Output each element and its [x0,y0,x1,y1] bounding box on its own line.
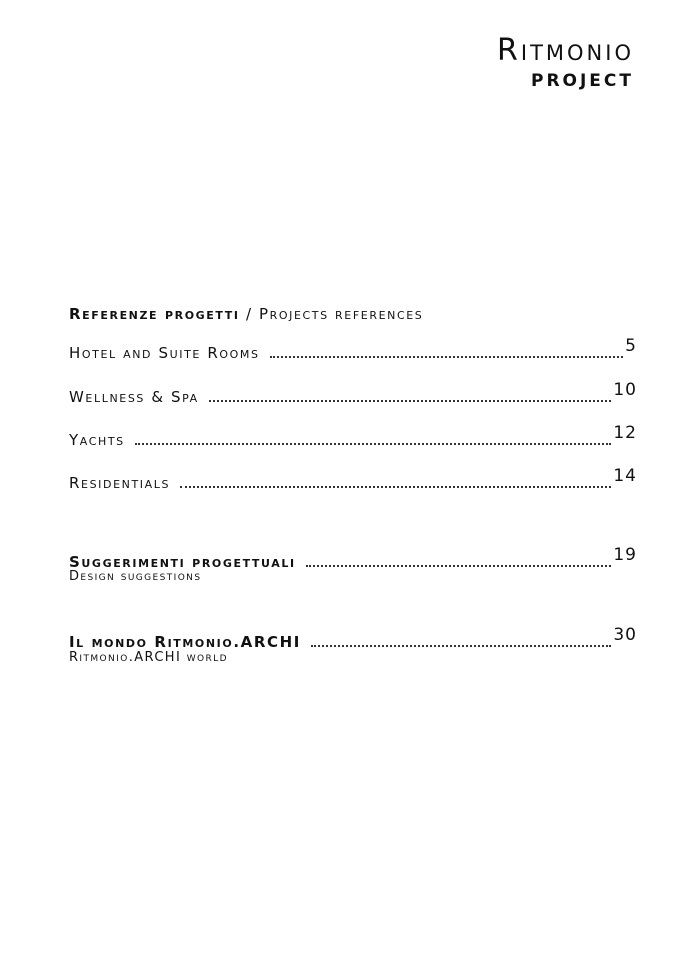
toc-page-number: 19 [613,545,637,565]
toc-entry-yachts [69,423,637,449]
toc-entry-wellness [69,380,637,406]
toc-page-number: 10 [613,380,637,400]
toc-entry-label: Residentials [69,474,171,492]
toc-page-number: 30 [613,625,637,645]
toc-entry-label: Wellness & Spa [69,388,199,406]
section-separator: / [239,305,259,323]
toc-entry-archi-world [69,625,637,651]
toc-page-number: 14 [613,466,637,486]
toc-leader-dots [270,355,624,358]
toc-page-number: 5 [625,336,637,356]
toc-entry-hotel [69,336,637,362]
toc-entry-label: Suggerimenti progettuali [69,553,296,571]
toc-leader-dots [135,442,612,445]
brand-subtitle: project [530,64,634,92]
toc-leader-dots [306,564,612,567]
section-title-italian: Referenze progetti [69,305,240,323]
toc-entry-label: Yachts [69,431,125,449]
document-header [497,33,634,92]
toc-entry-suggestions [69,545,637,571]
toc-entry-residentials [69,466,637,492]
toc-page-number: 12 [613,423,637,443]
toc-entry-label: Il mondo Ritmonio.ARCHI [69,633,301,651]
toc-entry-subtitle: Ritmonio.ARCHI world [69,650,228,665]
section-title-english: Projects references [258,305,424,323]
toc-leader-dots [180,485,611,488]
section-heading [69,305,423,323]
toc-entry-subtitle: Design suggestions [69,569,202,584]
brand-title: Ritmonio [497,33,634,68]
toc-leader-dots [209,399,612,402]
toc-entry-label: Hotel and Suite Rooms [69,344,260,362]
toc-leader-dots [311,644,611,647]
